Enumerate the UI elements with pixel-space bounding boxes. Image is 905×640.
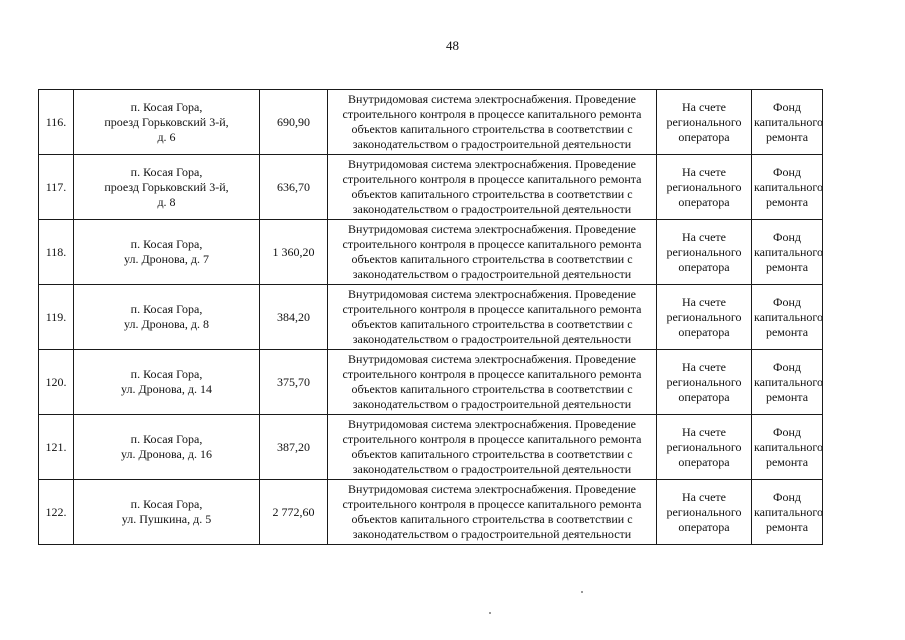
row-number: 121.	[39, 415, 74, 480]
cost-cell: 375,70	[260, 350, 328, 415]
cost-cell: 2 772,60	[260, 480, 328, 545]
fund-source-cell: Фонд капитального ремонта	[752, 285, 823, 350]
fund-source-cell: Фонд капитального ремонта	[752, 155, 823, 220]
table-row	[39, 285, 823, 350]
table-row	[39, 155, 823, 220]
table-row	[39, 415, 823, 480]
account-owner-cell: На счете регионального оператора	[657, 220, 752, 285]
work-description-cell: Внутридомовая система электроснабжения. Проведение строительного контроля в процессе капитального ремонта объектов капитального строительства в соответствии с законодательством о градостроительной деятельности	[328, 155, 657, 220]
fund-source-cell: Фонд капитального ремонта	[752, 415, 823, 480]
account-owner-cell: На счете регионального оператора	[657, 90, 752, 155]
table-row	[39, 90, 823, 155]
address-cell: п. Косая Гора, ул. Дронова, д. 8	[74, 285, 260, 350]
account-owner-cell: На счете регионального оператора	[657, 155, 752, 220]
fund-source-cell: Фонд капитального ремонта	[752, 480, 823, 545]
cost-cell: 384,20	[260, 285, 328, 350]
account-owner-cell: На счете регионального оператора	[657, 285, 752, 350]
account-owner-cell: На счете регионального оператора	[657, 415, 752, 480]
address-cell: п. Косая Гора, проезд Горьковский 3-й, д. 8	[74, 155, 260, 220]
scan-speck	[581, 591, 583, 593]
table-row	[39, 220, 823, 285]
work-description-cell: Внутридомовая система электроснабжения. Проведение строительного контроля в процессе капитального ремонта объектов капитального строительства в соответствии с законодательством о градостроительной деятельности	[328, 90, 657, 155]
cost-cell: 387,20	[260, 415, 328, 480]
row-number: 120.	[39, 350, 74, 415]
fund-source-cell: Фонд капитального ремонта	[752, 350, 823, 415]
table-row	[39, 480, 823, 545]
work-description-cell: Внутридомовая система электроснабжения. Проведение строительного контроля в процессе капитального ремонта объектов капитального строительства в соответствии с законодательством о градостроительной деятельности	[328, 480, 657, 545]
address-cell: п. Косая Гора, ул. Дронова, д. 16	[74, 415, 260, 480]
repair-table	[38, 89, 823, 545]
row-number: 118.	[39, 220, 74, 285]
address-cell: п. Косая Гора, ул. Дронова, д. 14	[74, 350, 260, 415]
scan-speck	[489, 612, 491, 614]
cost-cell: 636,70	[260, 155, 328, 220]
row-number: 117.	[39, 155, 74, 220]
cost-cell: 690,90	[260, 90, 328, 155]
page-number: 48	[446, 38, 459, 53]
account-owner-cell: На счете регионального оператора	[657, 350, 752, 415]
fund-source-cell: Фонд капитального ремонта	[752, 90, 823, 155]
row-number: 122.	[39, 480, 74, 545]
work-description-cell: Внутридомовая система электроснабжения. Проведение строительного контроля в процессе капитального ремонта объектов капитального строительства в соответствии с законодательством о градостроительной деятельности	[328, 350, 657, 415]
table-row	[39, 350, 823, 415]
address-cell: п. Косая Гора, ул. Дронова, д. 7	[74, 220, 260, 285]
address-cell: п. Косая Гора, ул. Пушкина, д. 5	[74, 480, 260, 545]
address-cell: п. Косая Гора, проезд Горьковский 3-й, д. 6	[74, 90, 260, 155]
account-owner-cell: На счете регионального оператора	[657, 480, 752, 545]
repair-table-body	[39, 90, 823, 545]
work-description-cell: Внутридомовая система электроснабжения. Проведение строительного контроля в процессе капитального ремонта объектов капитального строительства в соответствии с законодательством о градостроительной деятельности	[328, 285, 657, 350]
cost-cell: 1 360,20	[260, 220, 328, 285]
row-number: 119.	[39, 285, 74, 350]
fund-source-cell: Фонд капитального ремонта	[752, 220, 823, 285]
work-description-cell: Внутридомовая система электроснабжения. Проведение строительного контроля в процессе капитального ремонта объектов капитального строительства в соответствии с законодательством о градостроительной деятельности	[328, 415, 657, 480]
work-description-cell: Внутридомовая система электроснабжения. Проведение строительного контроля в процессе капитального ремонта объектов капитального строительства в соответствии с законодательством о градостроительной деятельности	[328, 220, 657, 285]
row-number: 116.	[39, 90, 74, 155]
